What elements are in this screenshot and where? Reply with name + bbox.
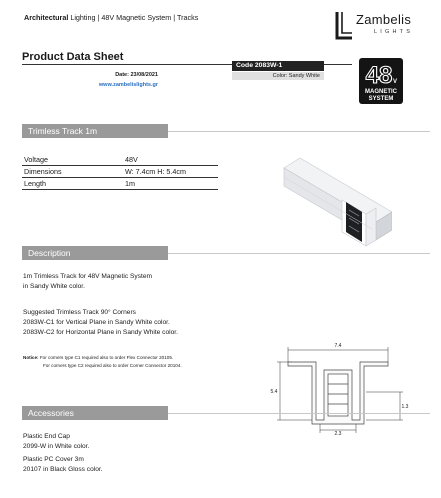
product-color: Color: Sandy White	[232, 72, 324, 80]
accessory-line: 20107 in Black Gloss color.	[23, 466, 103, 473]
spec-label: Length	[24, 179, 46, 188]
logo-wordmark: Zambelis	[356, 12, 412, 27]
product-code: Code 2083W-1	[232, 61, 324, 71]
notice-line	[23, 354, 173, 361]
description-line: 2083W-C2 for Horizontal Plane in Sandy White color.	[23, 329, 178, 336]
accessory-line: Plastic PC Cover 3m	[23, 456, 84, 463]
zambelis-logo-icon	[334, 10, 356, 40]
badge-line1: MAGNETIC	[365, 89, 397, 95]
notice-text: For corners type C1 required also to order Flex Connector 20105.	[39, 355, 174, 360]
spec-value: W: 7.4cm H: 5.4cm	[125, 167, 186, 176]
brand-logo	[334, 10, 424, 42]
dim-depth-label: 1.3	[401, 404, 409, 410]
section-rule-product	[168, 131, 430, 132]
section-header-accessories: Accessories	[22, 406, 168, 420]
logo-tagline: LIGHTS	[374, 29, 414, 35]
technical-drawing	[270, 340, 410, 435]
track-cross-section	[288, 362, 388, 424]
description-line: Suggested Trimless Track 90° Corners	[23, 309, 136, 316]
badge-line2: SYSTEM	[368, 96, 394, 102]
description-line: 1m Trimless Track for 48V Magnetic System	[23, 273, 152, 280]
spec-value: 1m	[125, 179, 135, 188]
section-header-product: Trimless Track 1m	[22, 124, 168, 138]
badge-number: 48	[365, 62, 393, 89]
product-image	[280, 150, 392, 250]
spec-label: Dimensions	[24, 167, 62, 176]
spec-row-voltage	[22, 154, 218, 166]
spec-label: Voltage	[24, 155, 48, 164]
section-rule-accessories	[168, 413, 430, 414]
badge-unit: V	[392, 79, 398, 85]
magnetic-system-badge	[359, 58, 403, 104]
notice-text: For corners type C2 required also to order Corner Connector 20104.	[43, 363, 182, 368]
sheet-date: Date: 23/08/2021	[115, 72, 158, 78]
spec-row-dimensions	[22, 166, 218, 178]
description-line: 2083W-C1 for Vertical Plane in Sandy White color.	[23, 319, 170, 326]
spec-value: 48V	[125, 155, 138, 164]
spec-row-length	[22, 178, 218, 190]
section-rule-description	[168, 253, 430, 254]
category-breadcrumb	[24, 13, 198, 22]
section-header-description: Description	[22, 246, 168, 260]
accessory-line: Plastic End Cap	[23, 433, 70, 440]
sheet-title: Product Data Sheet	[22, 51, 124, 63]
notice-label: Notice:	[23, 355, 39, 360]
dim-inner-width-label: 2.3	[334, 431, 342, 435]
category-bold: Architectural	[24, 13, 69, 22]
notice-line	[23, 362, 182, 369]
accessory-line: 2099-W in White color.	[23, 443, 90, 450]
description-line: in Sandy White color.	[23, 283, 85, 290]
dim-width-label: 7.4	[334, 343, 342, 349]
dim-height-label: 5.4	[270, 389, 278, 395]
website-link[interactable]: www.zambelislights.gr	[98, 82, 158, 88]
category-rest: Lighting | 48V Magnetic System | Tracks	[68, 13, 199, 22]
